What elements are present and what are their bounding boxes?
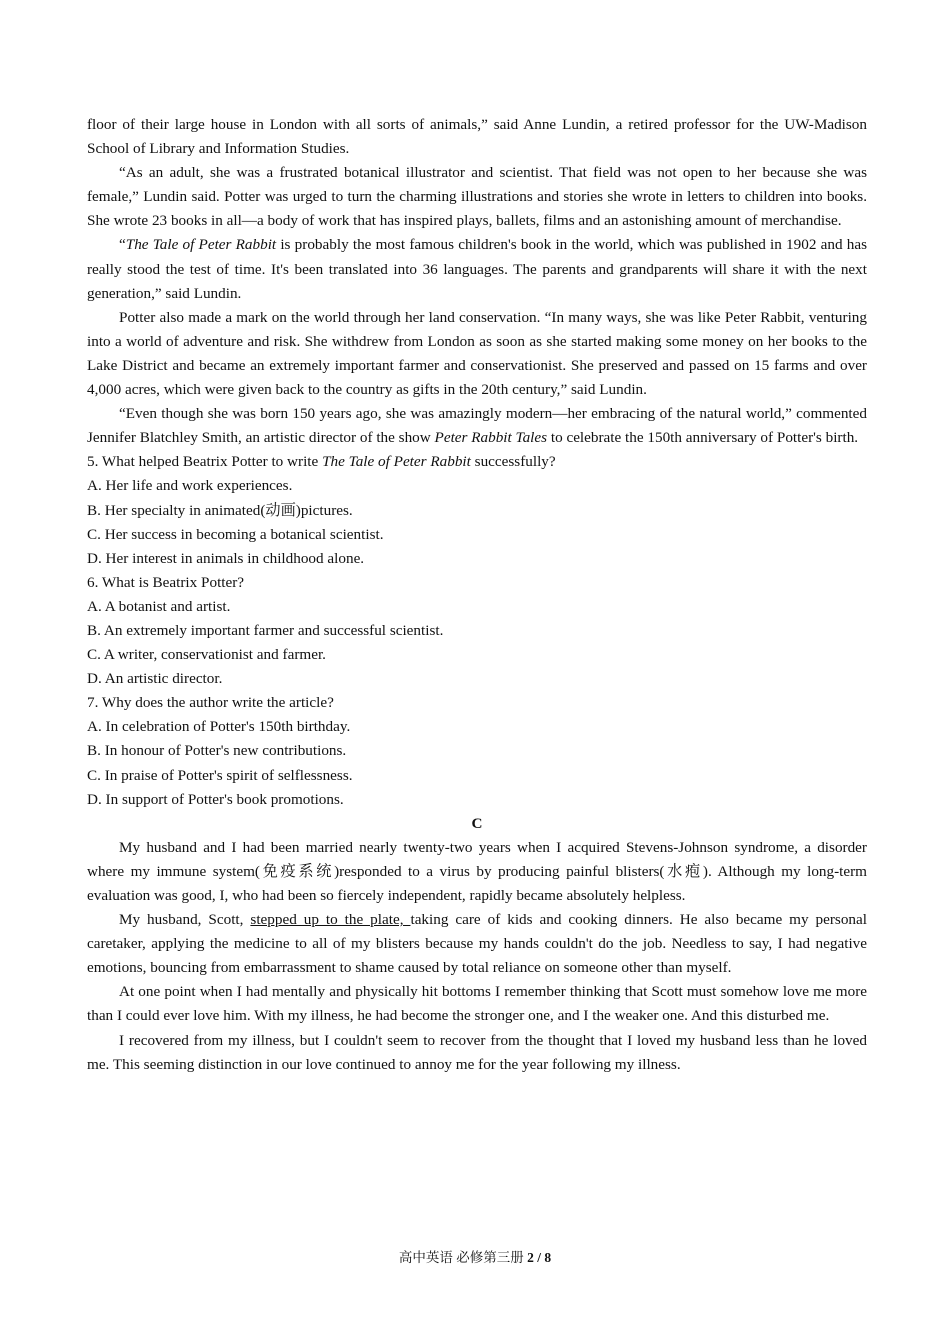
question-stem xyxy=(87,450,867,474)
question-stem: 6. What is Beatrix Potter? xyxy=(87,573,245,591)
passage-b-paragraph-2: “As an adult, she was a frustrated botanical illustrator and scientist. That field was not open to her because she was female,” Lundin said. Potter was urged to turn the charming illustrations and stories she wrote in letters to children into books. She wrote 23 books in all—a body of work that has inspired plays, ballets, films and an astonishing amount of merchandise. xyxy=(87,164,867,230)
passage-b-paragraph-1: floor of their large house in London with all sorts of animals,” said Anne Lundin, a retired professor for the UW-Madison School of Library and Information Studies. xyxy=(87,116,867,158)
open-quote: “ xyxy=(119,236,126,254)
option-c: C. In praise of Potter's spirit of selflessness. xyxy=(87,766,353,784)
question-stem-a: 5. What helped Beatrix Potter to write xyxy=(87,453,323,471)
question-7 xyxy=(87,691,867,811)
option-b: B. In honour of Potter's new contributions. xyxy=(87,742,347,760)
paragraph-2-text-a: My husband, Scott, xyxy=(119,911,251,929)
paragraph-5-text-b: to celebrate the 150th anniversary of Potter's birth. xyxy=(547,429,859,447)
show-title: Peter Rabbit Tales xyxy=(434,429,548,447)
question-stem-title: The Tale of Peter Rabbit xyxy=(322,453,471,471)
option-b: B. Her specialty in animated(动画)pictures. xyxy=(87,501,353,519)
option-d: D. In support of Potter's book promotions. xyxy=(87,790,344,808)
option-b: B. An extremely important farmer and successful scientist. xyxy=(87,621,444,639)
passage-c-paragraph-1: My husband and I had been married nearly twenty-two years when I acquired Stevens-Johnson syndrome, a disorder where my immune system(免疫系统)responded to a virus by producing painful blisters(水疱). Although my long-term evaluation was good, I, who had been so fiercely independent, rapidly became absolutely helpless. xyxy=(87,838,867,904)
option-a: A. In celebration of Potter's 150th birthday. xyxy=(87,718,351,736)
question-5 xyxy=(87,450,867,570)
option-d: D. An artistic director. xyxy=(87,670,223,688)
question-stem-b: successfully? xyxy=(470,453,556,471)
book-title: The Tale of Peter Rabbit xyxy=(125,236,277,254)
underlined-phrase: stepped up to the plate, xyxy=(250,911,411,929)
paragraph-2-text-b: taking care of kids and cooking dinners. He also became my personal caretaker, applying the medicine to all of my blisters because my hands couldn't do the job. Needless to say, I had negative emotions, bouncing from embarrassment to shame caused by total reliance on someone other than myself. xyxy=(87,911,867,977)
paragraph-5-text-a: “Even though she was born 150 years ago, she was amazingly modern—her embracing of the natural world,” commented Jennifer Blatchley Smith, an artistic director of the show xyxy=(87,405,867,447)
footer-text: 高中英语 必修第三册 xyxy=(398,1250,528,1265)
option-a: A. A botanist and artist. xyxy=(87,597,231,615)
passage-c-paragraph-3: At one point when I had mentally and physically hit bottoms I remember thinking that Scott must somehow love me more than I could ever love him. With my illness, he had become the stronger one, and I the weaker one. And this disturbed me. xyxy=(87,983,867,1025)
section-heading: C xyxy=(471,814,483,832)
document-page xyxy=(87,113,867,1077)
page-footer xyxy=(0,1246,950,1266)
option-c: C. Her success in becoming a botanical scientist. xyxy=(87,525,384,543)
option-d: D. Her interest in animals in childhood alone. xyxy=(87,549,365,567)
paragraph-3-text: is probably the most famous children's book in the world, which was published in 1902 and has really stood the test of time. It's been translated into 36 languages. The parents and grandparents will share it with the next generation,” said Lundin. xyxy=(87,236,867,302)
page-number: 2 / 8 xyxy=(527,1250,552,1265)
passage-b-paragraph-4: Potter also made a mark on the world through her land conservation. “In many ways, she was like Peter Rabbit, venturing into a world of adventure and risk. She withdrew from London as soon as she started making some money on her books to the Lake District and became an extremely important farmer and conservationist. She preserved and passed on 15 farms and over 4,000 acres, which were given back to the country as gifts in the 20th century,” said Lundin. xyxy=(87,308,867,399)
passage-c-paragraph-4: I recovered from my illness, but I couldn't seem to recover from the thought that I loved my husband less than he loved me. This seeming distinction in our love continued to annoy me for the year following my illness. xyxy=(87,1031,867,1073)
question-stem: 7. Why does the author write the article? xyxy=(87,694,334,712)
question-6 xyxy=(87,571,867,691)
option-a: A. Her life and work experiences. xyxy=(87,477,293,495)
option-c: C. A writer, conservationist and farmer. xyxy=(87,646,326,664)
passage-b-paragraph-3 xyxy=(87,233,867,305)
passage-b-paragraph-5 xyxy=(87,402,867,450)
passage-c-paragraph-2 xyxy=(87,908,867,980)
